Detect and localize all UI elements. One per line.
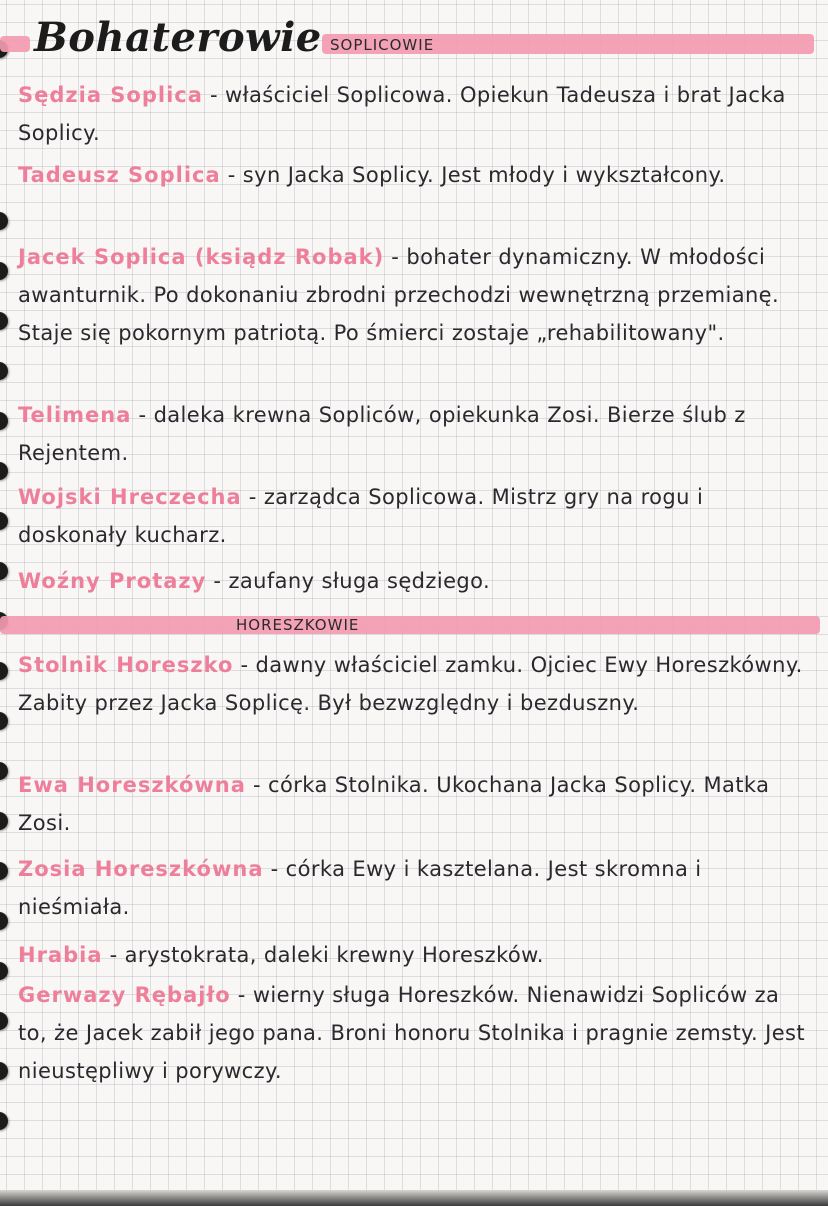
character-name: Woźny Protazy <box>18 569 207 593</box>
entry-stolnik-horeszko: Stolnik Horeszko - dawny właściciel zamku. Ojciec Ewy Horeszkówny. Zabity przez Jacka Soplicę. Był bezwzględny i bezduszny. <box>18 653 803 715</box>
entry-sedzia-soplica: Sędzia Soplica - właściciel Soplicowa. Opiekun Tadeusza i brat Jacka Soplicy. <box>18 83 786 145</box>
binder-hole <box>0 362 8 380</box>
title-row <box>0 14 828 74</box>
character-desc: syn Jacka Soplicy. Jest młody i wykształcony. <box>242 163 726 187</box>
entry-jacek-soplica: Jacek Soplica (ksiądz Robak) - bohater dynamiczny. W młodości awanturnik. Po dokonaniu zbrodni przechodzi wewnętrzną przemianę. Staje się pokornym patriotą. Po śmierci zostaje „rehabilitowany". <box>18 245 780 345</box>
character-desc: arystokrata, daleki krewny Horeszków. <box>124 943 544 967</box>
page-title: Bohaterowie <box>34 14 322 61</box>
entry-wozny-protazy: Woźny Protazy - zaufany sługa sędziego. <box>18 569 491 593</box>
character-name: Hrabia <box>18 943 103 967</box>
entry-gerwazy-rebajlo: Gerwazy Rębajło - wierny sługa Horeszków. Nienawidzi Sopliców za to, że Jacek zabił jego pana. Broni honoru Stolnika i pragnie zemsty. Jest nieustępliwy i porywczy. <box>18 983 806 1083</box>
character-desc: zarządca Soplicowa. Mistrz gry na rogu i doskonały kucharz. <box>18 485 704 547</box>
character-desc: właściciel Soplicowa. Opiekun Tadeusza i brat Jacka Soplicy. <box>18 83 786 145</box>
character-name: Zosia Horeszkówna <box>18 857 264 881</box>
character-name: Tadeusz Soplica <box>18 163 221 187</box>
binder-hole <box>0 1062 8 1080</box>
section-label-soplicowie: SOPLICOWIE <box>330 36 435 54</box>
title-highlight-left <box>0 36 30 52</box>
binder-hole <box>0 462 8 480</box>
character-name: Jacek Soplica (ksiądz Robak) <box>18 245 385 269</box>
binder-hole <box>0 512 8 530</box>
entry-tadeusz-soplica: Tadeusz Soplica - syn Jacka Soplicy. Jest młody i wykształcony. <box>18 163 726 187</box>
character-desc: córka Ewy i kasztelana. Jest skromna i nieśmiała. <box>18 857 702 919</box>
entry-hrabia: Hrabia - arystokrata, daleki krewny Horeszków. <box>18 943 544 967</box>
character-desc: bohater dynamiczny. W młodości awanturnik. Po dokonaniu zbrodni przechodzi wewnętrzną przemianę. Staje się pokornym patriotą. Po śmierci zostaje „rehabilitowany". <box>18 245 780 345</box>
character-desc: wierny sługa Horeszków. Nienawidzi Sopliców za to, że Jacek zabił jego pana. Broni honoru Stolnika i pragnie zemsty. Jest nieustępliwy i porywczy. <box>18 983 806 1083</box>
entry-ewa-horeszkowna: Ewa Horeszkówna - córka Stolnika. Ukochana Jacka Soplicy. Matka Zosi. <box>18 773 770 835</box>
character-desc: daleka krewna Sopliców, opiekunka Zosi. Bierze ślub z Rejentem. <box>18 403 746 465</box>
entry-telimena: Telimena - daleka krewna Sopliców, opiekunka Zosi. Bierze ślub z Rejentem. <box>18 403 746 465</box>
binder-hole <box>0 312 8 330</box>
binder-hole <box>0 812 8 830</box>
character-desc: dawny właściciel zamku. Ojciec Ewy Horeszkówny. Zabity przez Jacka Soplicę. Był bezwzględny i bezduszny. <box>18 653 803 715</box>
binder-hole <box>0 762 8 780</box>
binder-hole <box>0 1012 8 1030</box>
binder-holes <box>0 0 12 1206</box>
section-label-horeszkowie: HORESZKOWIE <box>236 616 360 634</box>
character-name: Wojski Hreczecha <box>18 485 242 509</box>
entry-wojski-hreczecha: Wojski Hreczecha - zarządca Soplicowa. Mistrz gry na rogu i doskonały kucharz. <box>18 485 704 547</box>
character-name: Stolnik Horeszko <box>18 653 234 677</box>
character-desc: zaufany sługa sędziego. <box>228 569 491 593</box>
character-name: Ewa Horeszkówna <box>18 773 246 797</box>
binder-hole <box>0 412 8 430</box>
character-name: Gerwazy Rębajło <box>18 983 231 1007</box>
character-name: Sędzia Soplica <box>18 83 203 107</box>
section-divider-horeszkowie <box>0 616 820 634</box>
character-name: Telimena <box>18 403 132 427</box>
binder-hole <box>0 562 8 580</box>
binder-hole <box>0 1112 8 1130</box>
page-bottom-edge <box>0 1190 828 1206</box>
binder-hole <box>0 712 8 730</box>
binder-hole <box>0 212 8 230</box>
binder-hole <box>0 862 8 880</box>
binder-hole <box>0 962 8 980</box>
binder-hole <box>0 662 8 680</box>
binder-hole <box>0 912 8 930</box>
character-desc: córka Stolnika. Ukochana Jacka Soplicy. Matka Zosi. <box>18 773 770 835</box>
binder-hole <box>0 262 8 280</box>
entry-zosia-horeszkowna: Zosia Horeszkówna - córka Ewy i kasztelana. Jest skromna i nieśmiała. <box>18 857 702 919</box>
